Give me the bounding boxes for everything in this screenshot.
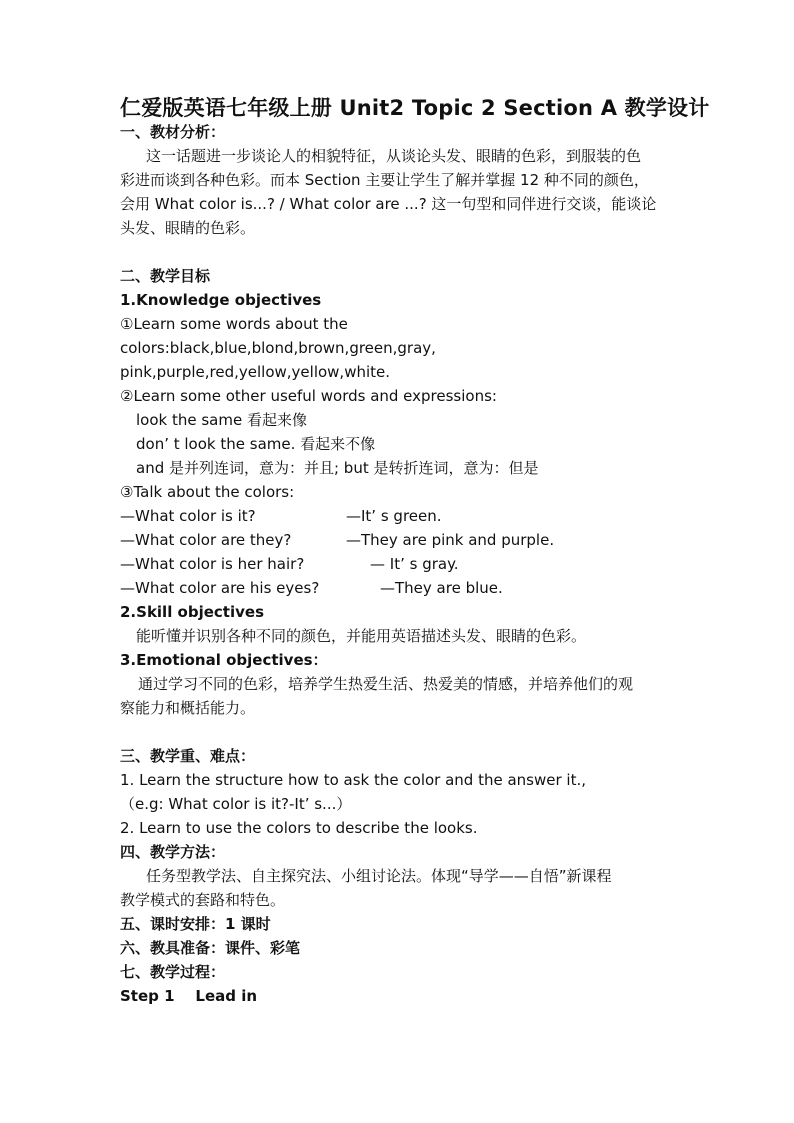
dialog-answer: —They are blue. bbox=[380, 579, 503, 597]
list-item-continued: colors:black,blue,blond,brown,green,gray, bbox=[120, 339, 436, 357]
list-item: ①Learn some words about the bbox=[120, 315, 348, 333]
expression-line: look the same 看起来像 bbox=[136, 411, 307, 429]
section-heading-process: 七、教学过程： bbox=[120, 963, 226, 981]
paragraph-line: 通过学习不同的色彩，培养学生热爱生活、热爱美的情感，并培养他们的观 bbox=[138, 675, 634, 693]
dialog-answer: — It’ s gray. bbox=[370, 555, 459, 573]
example-line: （e.g: What color is it?-It’ s...） bbox=[120, 795, 352, 813]
subheading-knowledge: 1.Knowledge objectives bbox=[120, 291, 322, 309]
list-item: 2. Learn to use the colors to describe the looks. bbox=[120, 819, 478, 837]
subheading-emotional: 3.Emotional objectives： bbox=[120, 651, 328, 669]
section-heading-materials: 一、教材分析： bbox=[120, 123, 226, 141]
paragraph-line: 教学模式的套路和特色。 bbox=[120, 891, 286, 909]
subheading-skill: 2.Skill objectives bbox=[120, 603, 265, 621]
section-heading-schedule: 五、课时安排：1 课时 bbox=[120, 915, 271, 933]
section-heading-objectives: 二、教学目标 bbox=[120, 267, 211, 285]
paragraph-line: 察能力和概括能力。 bbox=[120, 699, 256, 717]
expression-line: and 是并列连词，意为：并且; but 是转折连词，意为：但是 bbox=[136, 459, 539, 477]
expression-line: don’ t look the same. 看起来不像 bbox=[136, 435, 376, 453]
paragraph-line: 头发、眼睛的色彩。 bbox=[120, 219, 256, 237]
dialog-question: —What color is her hair? bbox=[120, 555, 305, 573]
section-heading-key-points: 三、教学重、难点： bbox=[120, 747, 256, 765]
step-heading: Step 1 Lead in bbox=[120, 987, 258, 1005]
dialog-question: —What color is it? bbox=[120, 507, 256, 525]
paragraph-line: 彩进而谈到各种色彩。而本 Section 主要让学生了解并掌握 12 种不同的颜色， bbox=[120, 171, 649, 189]
list-item-continued: pink,purple,red,yellow,yellow,white. bbox=[120, 363, 391, 381]
dialog-question: —What color are they? bbox=[120, 531, 292, 549]
list-item: ③Talk about the colors: bbox=[120, 483, 295, 501]
dialog-question: —What color are his eyes? bbox=[120, 579, 320, 597]
section-heading-materials-prep: 六、教具准备：课件、彩笔 bbox=[120, 939, 301, 957]
list-item: ②Learn some other useful words and expressions: bbox=[120, 387, 497, 405]
dialog-answer: —It’ s green. bbox=[346, 507, 442, 525]
paragraph-line: 这一话题进一步谈论人的相貌特征，从谈论头发、眼睛的色彩，到服装的色 bbox=[146, 147, 642, 165]
dialog-answer: —They are pink and purple. bbox=[346, 531, 555, 549]
document-title: 仁爱版英语七年级上册 Unit2 Topic 2 Section A 教学设计 bbox=[120, 96, 710, 120]
paragraph-line: 能听懂并识别各种不同的颜色，并能用英语描述头发、眼睛的色彩。 bbox=[136, 627, 587, 645]
section-heading-methods: 四、教学方法： bbox=[120, 843, 226, 861]
paragraph-line: 任务型教学法、自主探究法、小组讨论法。体现“导学——自悟”新课程 bbox=[146, 867, 612, 885]
list-item: 1. Learn the structure how to ask the color and the answer it., bbox=[120, 771, 586, 789]
paragraph-line: 会用 What color is...? / What color are ...? 这一句型和同伴进行交谈，能谈论 bbox=[120, 195, 657, 213]
